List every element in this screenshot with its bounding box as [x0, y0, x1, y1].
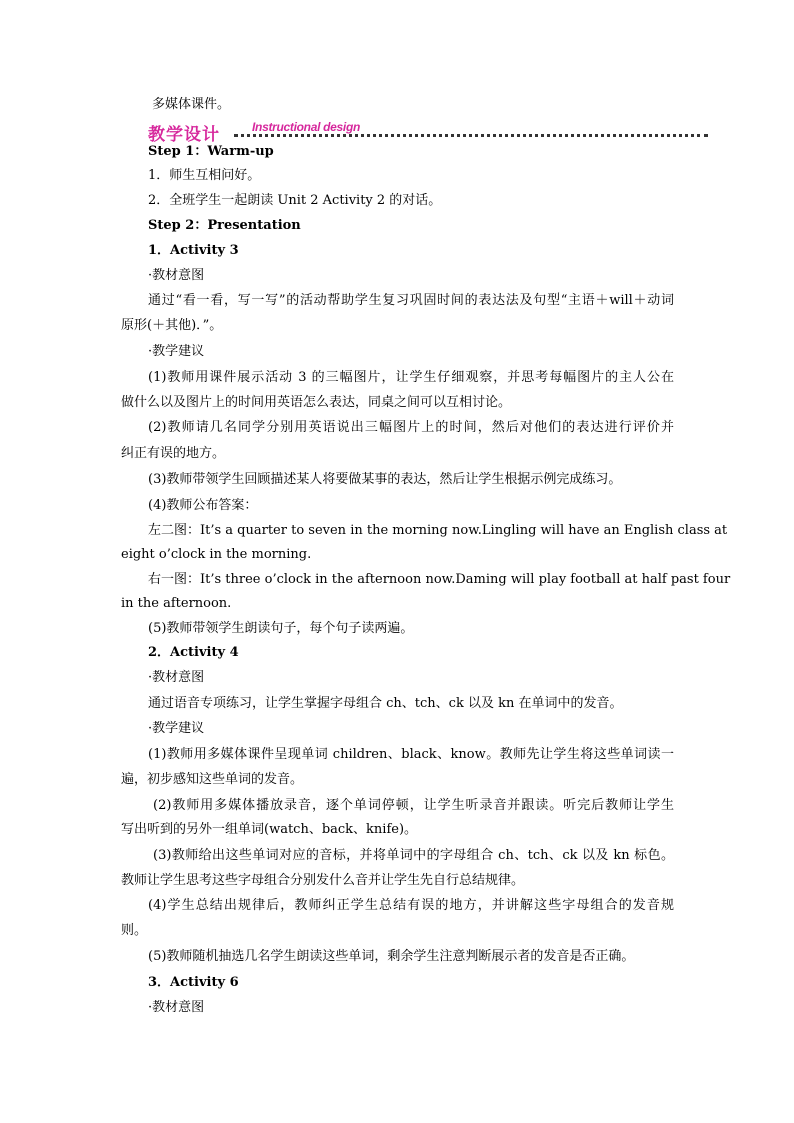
text-line: (3)教师给出这些单词对应的音标，并将单词中的字母组合 ch、tch、ck 以及 kn 标色。: [153, 848, 674, 863]
text-line: (4)学生总结出规律后，教师纠正学生总结有误的地方，并讲解这些字母组合的发音规: [148, 898, 674, 913]
section-heading: Step 2：Presentation: [148, 218, 301, 233]
text-line: 遍，初步感知这些单词的发音。: [121, 772, 304, 787]
section-title-cn: 教学设计: [148, 125, 220, 145]
text-line: (3)教师带领学生回顾描述某人将要做某事的表达，然后让学生根据示例完成练习。: [148, 472, 622, 487]
section-heading: 2．Activity 4: [148, 645, 239, 660]
text-line: 做什么以及图片上的时间用英语怎么表达，同桌之间可以互相讨论。: [121, 395, 512, 410]
text-line: 左二图：It’s a quarter to seven in the morning now.Lingling will have an English class at: [148, 523, 728, 538]
text-line: in the afternoon.: [121, 596, 232, 611]
text-line: 纠正有误的地方。: [121, 446, 226, 461]
text-line: 通过“看一看，写一写”的活动帮助学生复习巩固时间的表达法及句型“主语＋will＋动词: [148, 293, 674, 308]
section-title-en: Instructional design: [252, 120, 361, 134]
text-line: 右一图：It’s three o’clock in the afternoon now.Daming will play football at half past four: [148, 572, 731, 587]
text-line: 原形(＋其他)．”。: [121, 318, 223, 333]
text-line: (2)教师请几名同学分别用英语说出三幅图片上的时间，然后对他们的表达进行评价并: [148, 420, 674, 435]
text-line: ·教材意图: [148, 1000, 205, 1015]
text-line: (1)教师用多媒体课件呈现单词 children、black、know。教师先让学生将这些单词读一: [148, 747, 674, 762]
text-line: (5)教师随机抽选几名学生朗读这些单词，剩余学生注意判断展示者的发音是否正确。: [148, 949, 635, 964]
section-heading: Step 1：Warm-up: [148, 144, 274, 159]
text-line: (2)教师用多媒体播放录音，逐个单词停顿，让学生听录音并跟读。听完后教师让学生: [153, 798, 674, 813]
dotted-rule: [234, 134, 708, 137]
text-line: eight o’clock in the morning.: [121, 547, 312, 562]
text-line: ·教材意图: [148, 268, 205, 283]
section-heading: 3．Activity 6: [148, 975, 239, 990]
text-line: 通过语音专项练习，让学生掌握字母组合 ch、tch、ck 以及 kn 在单词中的发音。: [148, 696, 623, 711]
text-line: 1．师生互相问好。: [148, 168, 261, 183]
text-line: ·教学建议: [148, 344, 205, 359]
text-line: ·教材意图: [148, 670, 205, 685]
section-header: [148, 118, 708, 144]
text-line: 则。: [121, 923, 148, 938]
text-line: 教师让学生思考这些字母组合分别发什么音并让学生先自行总结规律。: [121, 873, 525, 888]
text-line: (1)教师用课件展示活动 3 的三幅图片，让学生仔细观察，并思考每幅图片的主人公在: [148, 370, 674, 385]
text-line: (4)教师公布答案：: [148, 498, 258, 513]
text-line: ·教学建议: [148, 721, 205, 736]
text-line: 写出听到的另外一组单词(watch、back、knife)。: [121, 822, 418, 837]
intro-line: 多媒体课件。: [152, 97, 231, 112]
text-line: (5)教师带领学生朗读句子，每个句子读两遍。: [148, 621, 414, 636]
text-line: 2．全班学生一起朗读 Unit 2 Activity 2 的对话。: [148, 193, 442, 208]
section-heading: 1．Activity 3: [148, 243, 239, 258]
